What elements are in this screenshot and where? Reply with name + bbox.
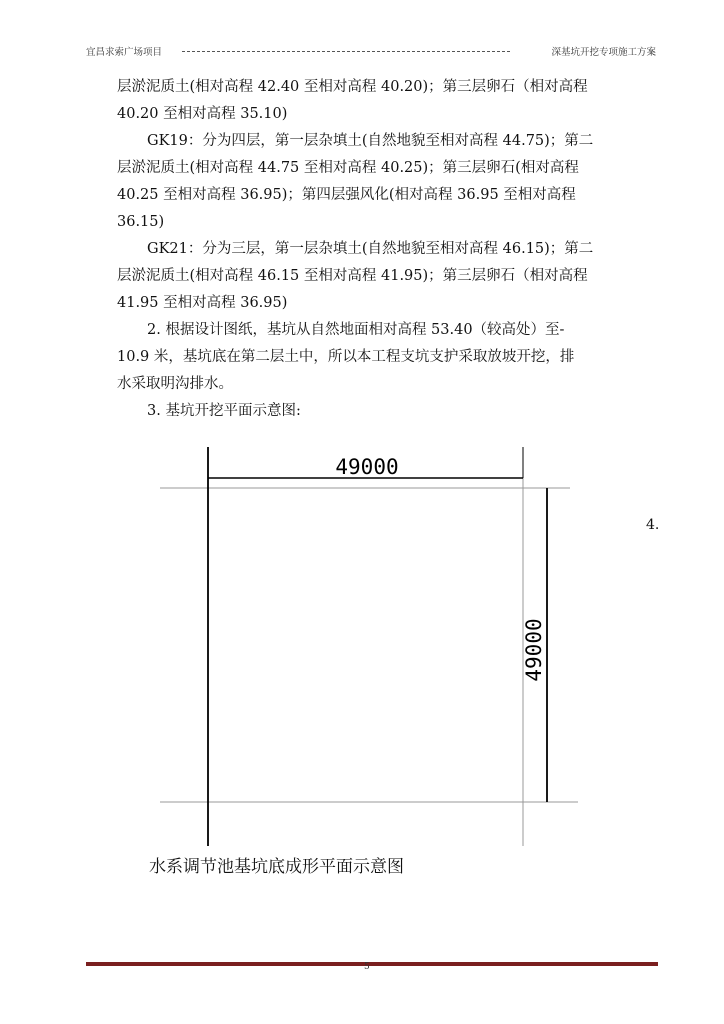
text-line: GK21：分为三层，第一层杂填土(自然地貌至相对高程 46.15)；第二 [147,241,594,257]
text-line: 2. 根据设计图纸，基坑从自然地面相对高程 53.40（较高处）至- [147,322,565,338]
text-line: GK19：分为四层，第一层杂填土(自然地貌至相对高程 44.75)；第二 [147,133,594,149]
footer-rule [86,962,658,966]
header-document-title: 深基坑开挖专项施工方案 [551,47,656,58]
text-line: 层淤泥质土(相对高程 44.75 至相对高程 40.25)；第三层卵石(相对高程 [117,160,579,176]
text-line: 层淤泥质土(相对高程 42.40 至相对高程 40.20)；第三层卵石（相对高程 [117,79,588,95]
section-number-4: 4. [646,517,660,533]
text-line: 36.15) [117,214,165,230]
text-line: 层淤泥质土(相对高程 46.15 至相对高程 41.95)；第三层卵石（相对高程 [117,268,588,284]
text-line: 40.25 至相对高程 36.95)；第四层强风化(相对高程 36.95 至相对高程 [117,187,576,203]
page-number: 5 [364,962,370,972]
figure-caption: 水系调节池基坑底成形平面示意图 [149,857,404,877]
text-line: 水采取明沟排水。 [117,376,233,392]
text-line: 41.95 至相对高程 36.95) [117,295,288,311]
text-line: 10.9 米，基坑底在第二层土中，所以本工程支坑支护采取放坡开挖，排 [117,349,575,365]
text-line: 3. 基坑开挖平面示意图: [147,403,301,419]
width-dimension-label: 49000 [335,455,399,479]
text-line: 40.20 至相对高程 35.10) [117,106,288,122]
height-dimension-label: 49000 [522,618,546,682]
header-project-name: 宜昌求索广场项目 [86,47,163,58]
